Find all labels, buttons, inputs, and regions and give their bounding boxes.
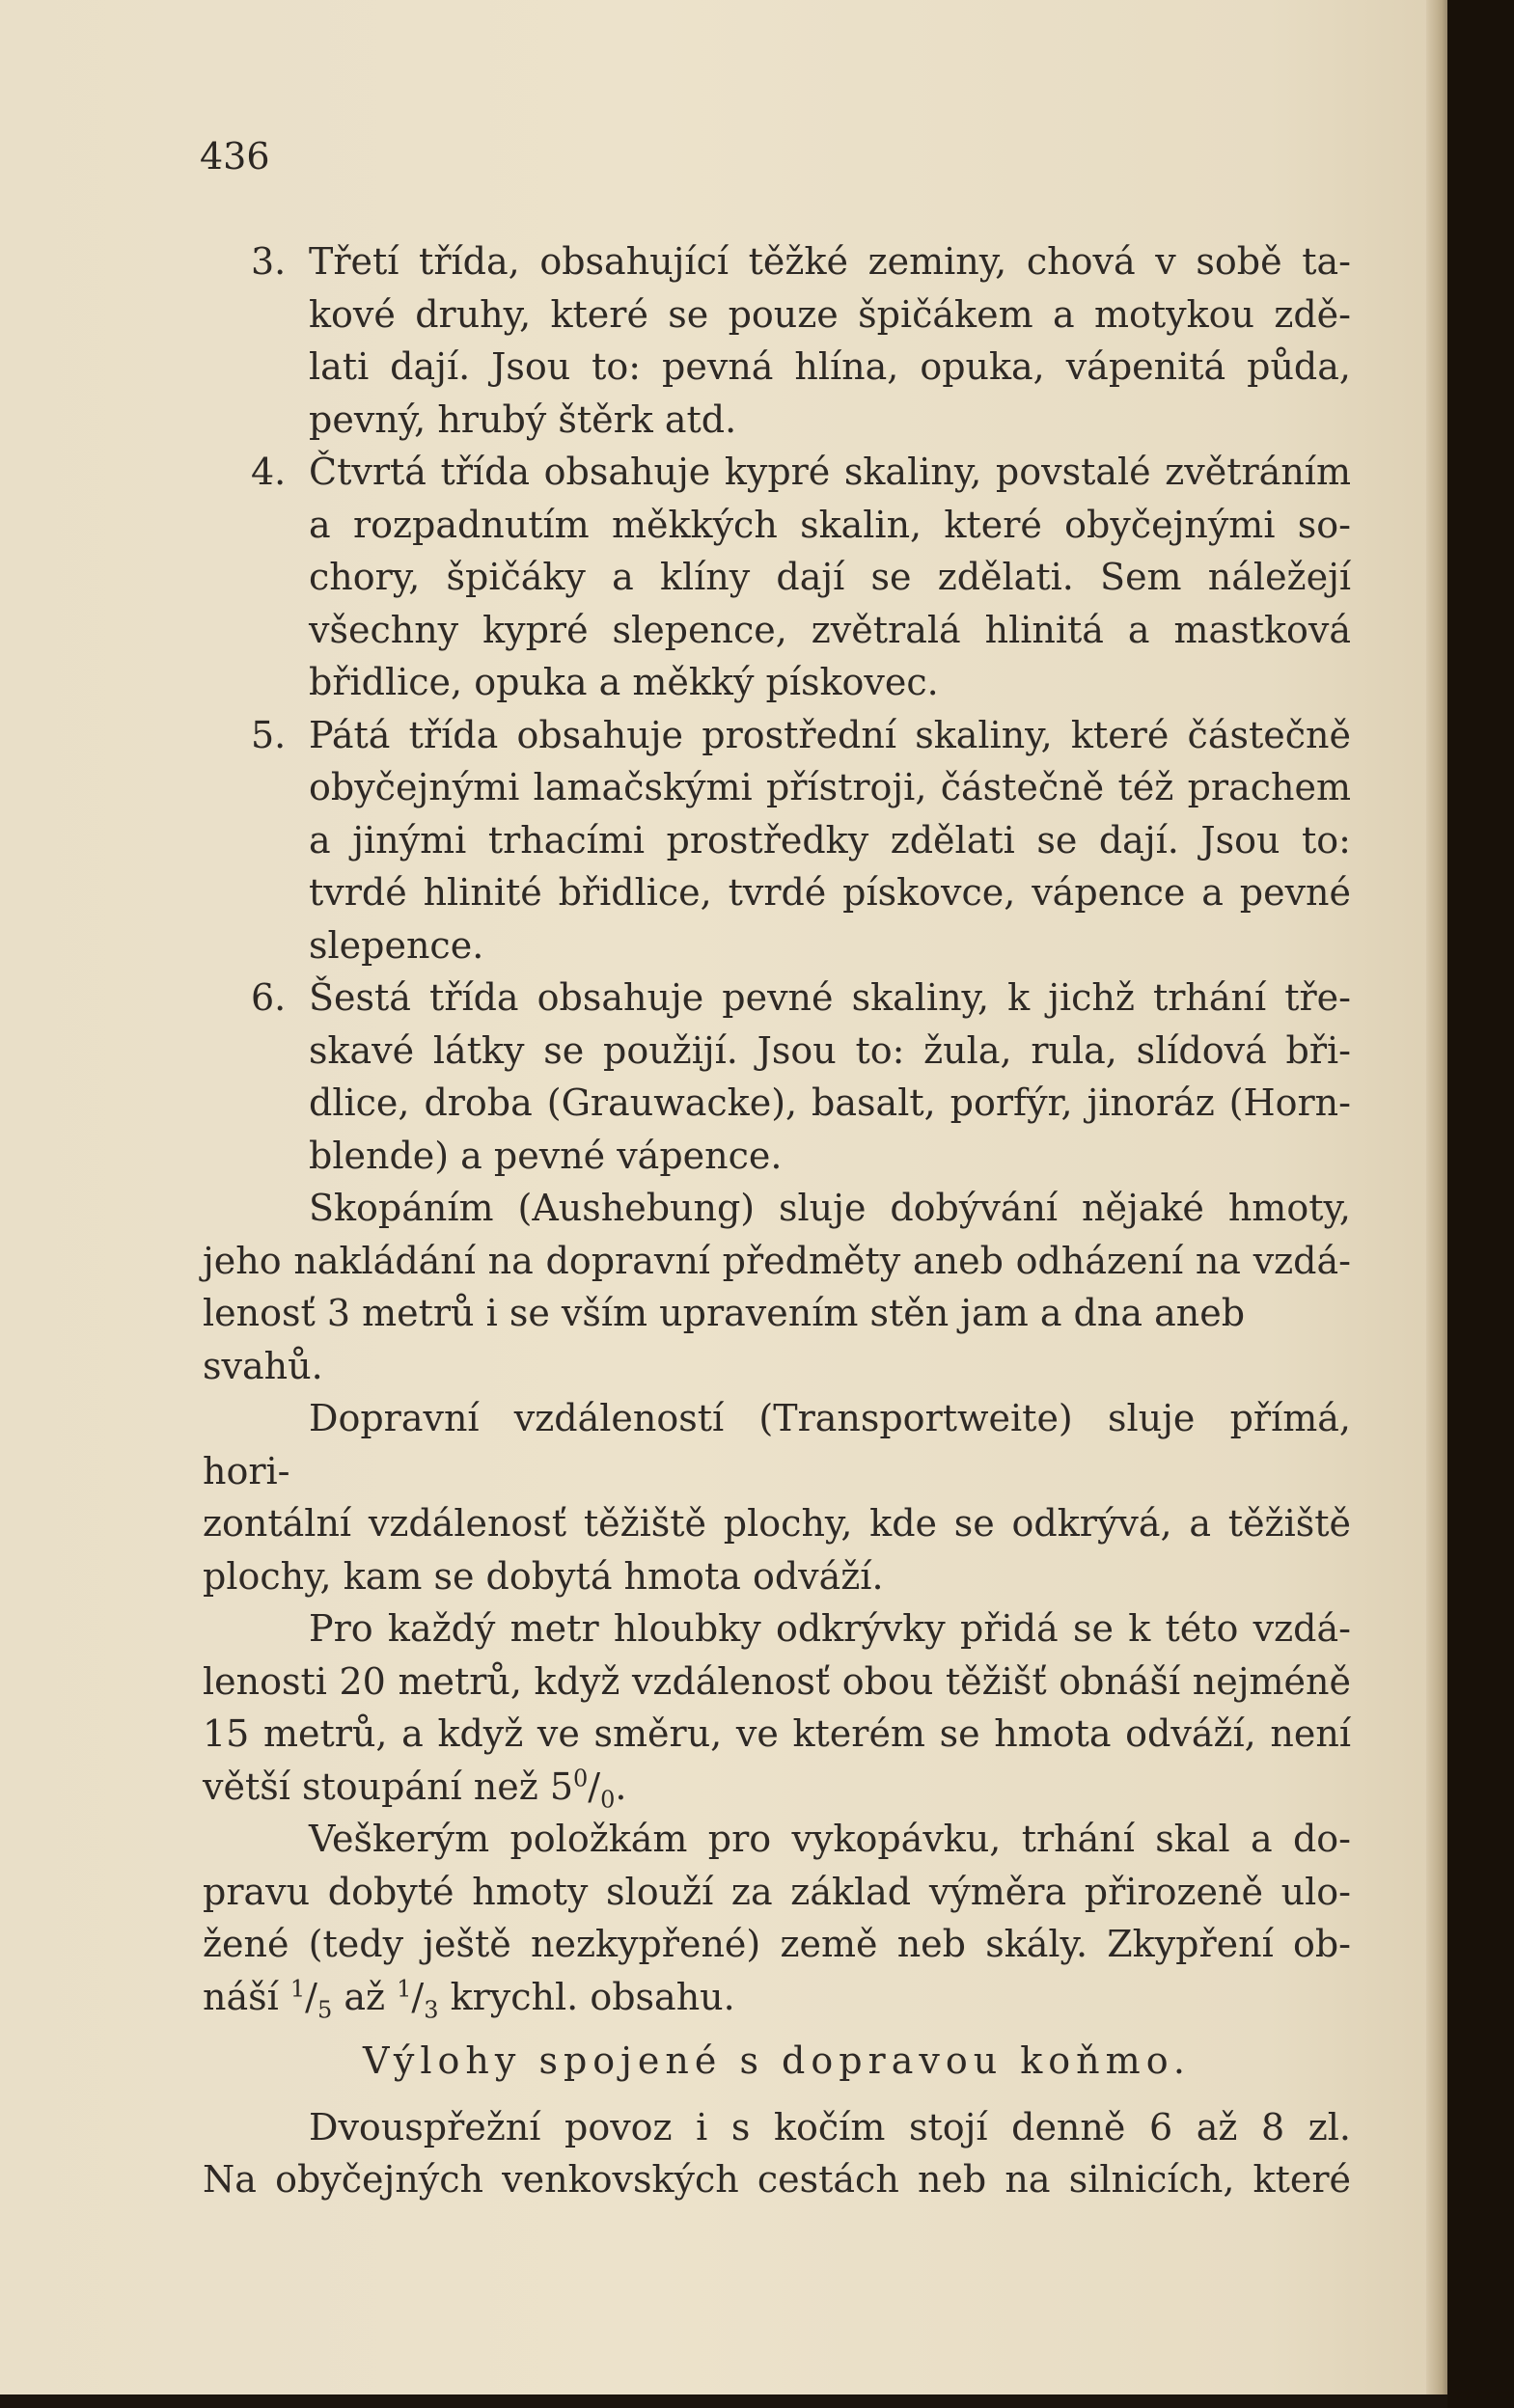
text-line: plochy, kam se dobytá hmota odváží. xyxy=(203,1554,884,1598)
fraction-denominator: 5 xyxy=(317,1996,333,2024)
text-line: dlice, droba (Grauwacke), basalt, porfýr, jinoráz (Horn- xyxy=(309,1081,1351,1124)
text-line: Dopravní vzdáleností (Transportweite) sluje přímá, hori- xyxy=(203,1397,1351,1492)
text-line: Šestá třída obsahuje pevné skaliny, k jichž trhání tře- xyxy=(309,976,1351,1019)
text-line xyxy=(203,1761,1351,1814)
line-text: větší stoupání než 5 xyxy=(203,1765,574,1808)
word-az: až xyxy=(344,1975,386,2018)
fraction-slash: / xyxy=(305,1975,317,2018)
text-line: a jinými trhacími prostředky zdělati se dají. Jsou to: xyxy=(309,818,1351,862)
fraction-numerator: 1 xyxy=(289,1974,306,2002)
text-line: Třetí třída, obsahující těžké zeminy, chová v sobě ta- xyxy=(309,240,1351,283)
text-line: 15 metrů, a když ve směru, ve kterém se hmota odváží, není xyxy=(203,1712,1351,1755)
paragraph xyxy=(203,2101,1351,2206)
text-line: břidlice, opuka a měkký pískovec. xyxy=(309,661,939,703)
line-tail: krychl. obsahu. xyxy=(450,1975,735,2018)
text-line: skavé látky se použijí. Jsou to: žula, rula, slídová bři- xyxy=(309,1028,1351,1072)
list-item xyxy=(203,235,1351,446)
text-line: žené (tedy ještě nezkypřené) země neb skály. Zkypření ob- xyxy=(203,1923,1351,1965)
page-edge xyxy=(1447,0,1514,2408)
line-text: náší xyxy=(203,1975,279,2018)
item-number: 3. xyxy=(251,240,287,283)
text-line: a rozpadnutím měkkých skalin, které obyčejnými so- xyxy=(309,503,1351,546)
text-line: zontální vzdálenosť těžiště plochy, kde se odkrývá, a těžiště xyxy=(203,1502,1351,1545)
item-number: 6. xyxy=(251,976,287,1019)
fraction-slash: / xyxy=(411,1975,425,2018)
text-line: Čtvrtá třída obsahuje kypré skaliny, povstalé zvětráním xyxy=(309,451,1351,493)
list-item xyxy=(203,709,1351,972)
item-number: 4. xyxy=(251,451,287,493)
text-line: Dvouspřežní povoz i s kočím stojí denně 6 až 8 zl. xyxy=(309,2105,1351,2148)
fraction-denominator: 3 xyxy=(424,1996,439,2024)
paragraph xyxy=(203,1813,1351,2023)
paragraph xyxy=(203,1182,1351,1392)
text-line: Veškerým položkám pro vykopávku, trhání skal a do- xyxy=(309,1818,1351,1860)
text-line: blende) a pevné vápence. xyxy=(309,1134,783,1177)
page-body xyxy=(203,235,1351,2206)
percent-end: . xyxy=(615,1765,627,1808)
text-line: obyčejnými lamačskými přístroji, částečně též prachem xyxy=(309,766,1351,808)
percent-sub: 0 xyxy=(600,1786,616,1814)
text-line: všechny kypré slepence, zvětralá hlinitá a mastková xyxy=(309,608,1351,651)
paragraph xyxy=(203,1602,1351,1813)
percent-slash: / xyxy=(588,1765,601,1808)
text-line: tvrdé hlinité břidlice, tvrdé pískovce, vápence a pevné xyxy=(309,871,1351,914)
text-line: pravu dobyté hmoty slouží za základ výměra přirozeně ulo- xyxy=(203,1870,1351,1913)
text-line: slepence. xyxy=(309,923,484,967)
text-line: Pátá třída obsahuje prostřední skaliny, které částečně xyxy=(309,713,1351,756)
text-line: lenosť 3 metrů i se vším upravením stěn jam a dna aneb svahů. xyxy=(203,1292,1246,1387)
text-line: chory, špičáky a klíny dají se zdělati. Sem náležejí xyxy=(309,556,1351,598)
text-line xyxy=(203,1971,1351,2024)
list-item xyxy=(203,971,1351,1182)
text-line: kové druhy, které se pouze špičákem a motykou zdě- xyxy=(309,292,1351,336)
percent-sup: 0 xyxy=(573,1764,589,1792)
text-line: Pro každý metr hloubky odkrývky přidá se k této vzdá- xyxy=(309,1607,1351,1650)
text-line: pevný, hrubý štěrk atd. xyxy=(309,397,737,441)
text-line: lati dají. Jsou to: pevná hlína, opuka, vápenitá půda, xyxy=(309,345,1351,388)
item-number: 5. xyxy=(251,713,287,756)
text-line: lenosti 20 metrů, když vzdálenosť obou těžišť obnáší nejméně xyxy=(203,1659,1351,1703)
list-item xyxy=(203,446,1351,709)
paragraph xyxy=(203,1392,1351,1602)
text-line: jeho nakládání na dopravní předměty aneb odházení na vzdá- xyxy=(203,1239,1351,1282)
text-line: Na obyčejných venkovských cestách neb na silnicích, které xyxy=(203,2158,1351,2201)
fraction-numerator: 1 xyxy=(397,1974,412,2002)
page-number: 436 xyxy=(200,135,270,178)
text-line: Skopáním (Aushebung) sluje dobývání nějaké hmoty, xyxy=(309,1187,1351,1229)
section-heading: Výlohy spojené s dopravou koňmo. xyxy=(363,2039,1191,2082)
